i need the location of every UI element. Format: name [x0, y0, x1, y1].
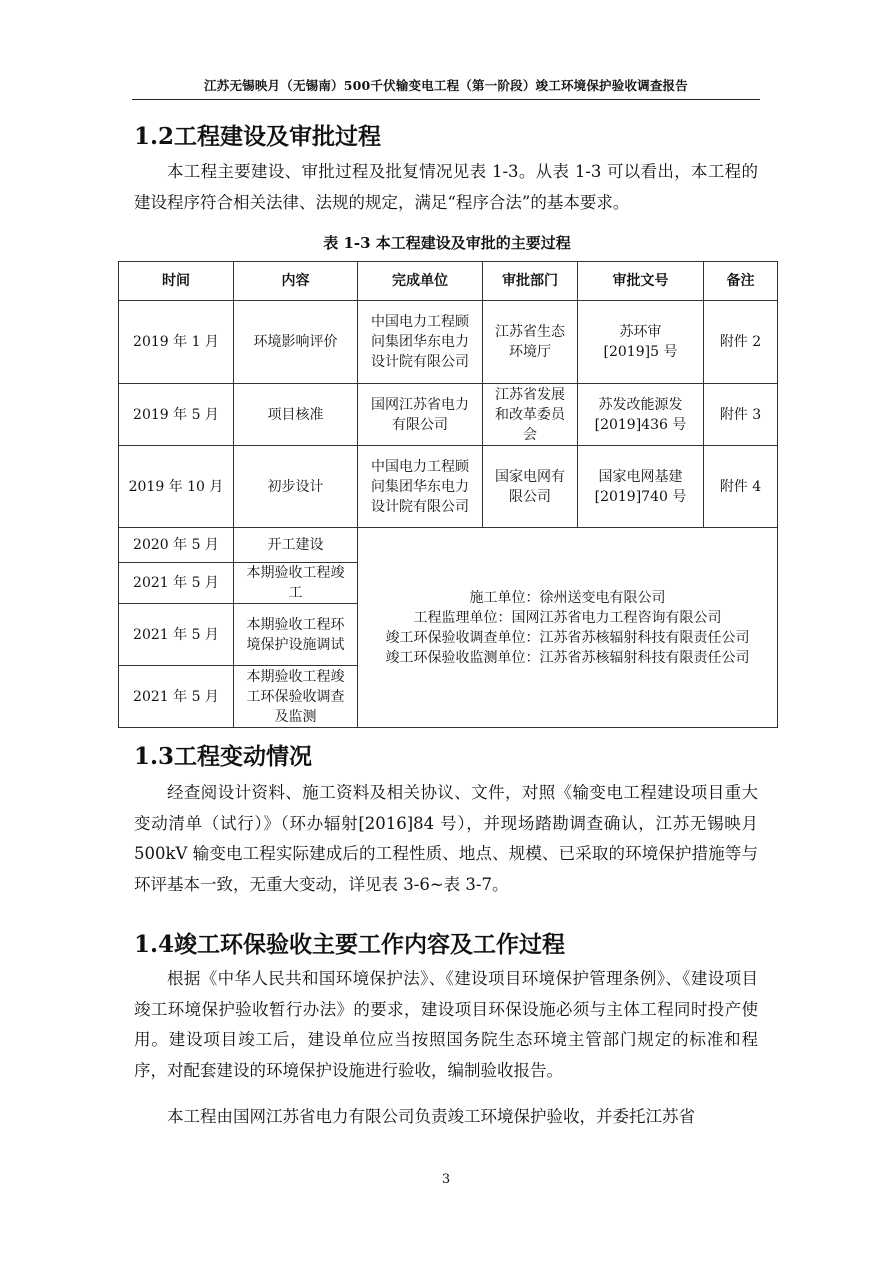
table-cell: 2020 年 5 月 [119, 528, 234, 563]
table-cell: 项目核准 [234, 384, 358, 446]
table-cell: 本期验收工程竣工环保验收调查及监测 [234, 666, 358, 728]
table-cell: 本期验收工程竣工 [234, 563, 358, 604]
header-cell: 内容 [234, 262, 358, 301]
header-cell: 完成单位 [358, 262, 483, 301]
merged-line: 施工单位：徐州送变电有限公司 [469, 589, 666, 606]
section-1-3-paragraph: 经查阅设计资料、施工资料及相关协议、文件，对照《输变电工程建设项目重大变动清单（试行）》（环办辐射[2016]84 号），并现场踏勘调查确认，江苏无锡映月 500kV 输变电工程实际建成后的工程性质、地点、规模、已采取的环境保护措施等与环评基本一致，无重大变动，详见表 3-6~表 3-7。 [134, 783, 758, 894]
section-1-3-title: 1.3工程变动情况 [134, 743, 313, 770]
table-cell: 开工建设 [234, 528, 358, 563]
header-cell: 时间 [119, 262, 234, 301]
section-1-4-title: 1.4竣工环保验收主要工作内容及工作过程 [134, 931, 566, 958]
table-header-row [119, 262, 778, 301]
table-cell: 国家电网有限公司 [483, 446, 578, 528]
merged-line: 竣工环保验收监测单位：江苏省苏核辐射科技有限责任公司 [385, 649, 750, 666]
table-cell: 环境影响评价 [234, 301, 358, 384]
merged-line: 工程监理单位：国网江苏省电力工程咨询有限公司 [413, 609, 722, 626]
merged-line: 竣工环保验收调查单位：江苏省苏核辐射科技有限责任公司 [385, 629, 750, 646]
table-cell: 苏发改能源发[2019]436 号 [578, 384, 704, 446]
page-number: 3 [441, 1172, 451, 1187]
table-cell: 2019 年 5 月 [119, 384, 234, 446]
table-cell: 国家电网基建[2019]740 号 [578, 446, 704, 528]
table-row [119, 446, 778, 528]
table-cell: 苏环审[2019]5 号 [578, 301, 704, 384]
table-cell: 2019 年 1 月 [119, 301, 234, 384]
table-cell: 附件 4 [704, 446, 778, 528]
section-1-4-paragraph-2: 本工程由国网江苏省电力有限公司负责竣工环境保护验收，并委托江苏省 [167, 1107, 695, 1126]
table-cell: 附件 3 [704, 384, 778, 446]
table-cell: 2021 年 5 月 [119, 666, 234, 728]
table-cell: 中国电力工程顾问集团华东电力设计院有限公司 [358, 301, 483, 384]
table-cell: 国网江苏省电力有限公司 [358, 384, 483, 446]
table-cell: 附件 2 [704, 301, 778, 384]
header-cell: 备注 [704, 262, 778, 301]
table-row [119, 301, 778, 384]
table-cell: 江苏省生态环境厅 [483, 301, 578, 384]
section-1-2-title: 1.2工程建设及审批过程 [134, 123, 382, 150]
table-cell: 2019 年 10 月 [119, 446, 234, 528]
header-cell: 审批文号 [578, 262, 704, 301]
table-row [119, 384, 778, 446]
table-cell: 初步设计 [234, 446, 358, 528]
header-rule [132, 99, 760, 100]
table-cell: 江苏省发展和改革委员会 [483, 384, 578, 446]
construction-units-cell [358, 528, 778, 728]
table-cell: 2021 年 5 月 [119, 563, 234, 604]
table-cell: 2021 年 5 月 [119, 604, 234, 666]
table-cell: 中国电力工程顾问集团华东电力设计院有限公司 [358, 446, 483, 528]
table-cell: 本期验收工程环境保护设施调试 [234, 604, 358, 666]
approval-process-table [118, 261, 778, 728]
table-caption: 表 1-3 本工程建设及审批的主要过程 [323, 234, 571, 252]
running-header: 江苏无锡映月（无锡南）500千伏输变电工程（第一阶段）竣工环境保护验收调查报告 [204, 78, 688, 93]
table-row [119, 528, 778, 563]
section-1-4-paragraph-1: 根据《中华人民共和国环境保护法》、《建设项目环境保护管理条例》、《建设项目竣工环境保护验收暂行办法》的要求，建设项目环保设施必须与主体工程同时投产使用。建设项目竣工后，建设单位应当按照国务院生态环境主管部门规定的标准和程序，对配套建设的环境保护设施进行验收，编制验收报告。 [134, 969, 758, 1080]
section-1-2-paragraph: 本工程主要建设、审批过程及批复情况见表 1-3。从表 1-3 可以看出，本工程的建设程序符合相关法律、法规的规定，满足“程序合法”的基本要求。 [134, 162, 758, 212]
header-cell: 审批部门 [483, 262, 578, 301]
